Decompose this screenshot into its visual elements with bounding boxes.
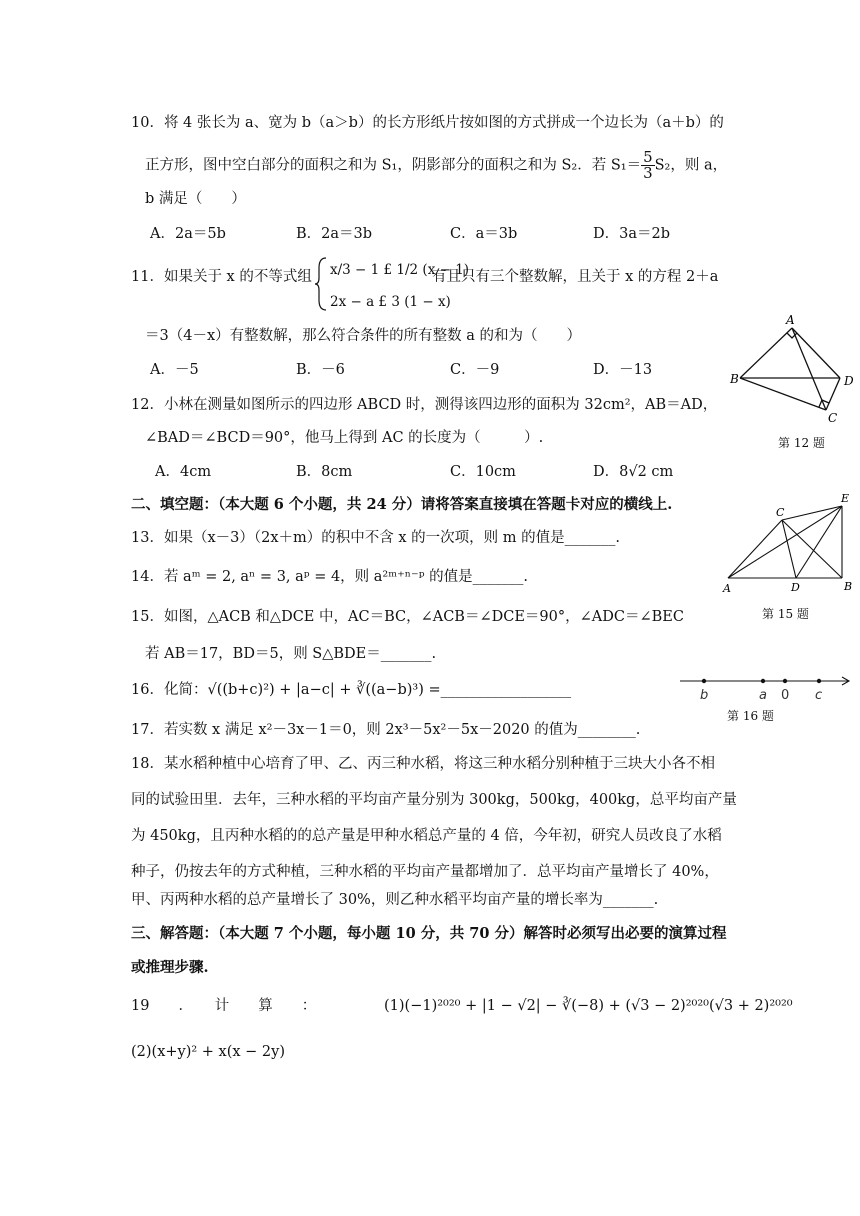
q10-line2 (145, 150, 727, 181)
q15-label-a: A (723, 582, 731, 595)
q12-label-b: B (730, 372, 739, 386)
q10-line2-pre: 正方形，图中空白部分的面积之和为 S₁，阴影部分的面积之和为 S₂．若 S₁＝ (145, 157, 642, 174)
q15-edge-cb (782, 520, 842, 578)
q12-diagonal-ac (792, 328, 826, 410)
q10-option-b: B．2a＝3b (296, 226, 373, 242)
q16-caption: 第 16 题 (727, 709, 774, 723)
q15-caption: 第 15 题 (762, 607, 809, 621)
q18-line4: 种子，仍按去年的方式种植，三种水稻的平均亩产量都增加了．总平均亩产量增长了 40%， (131, 864, 719, 880)
q12-label-c: C (828, 411, 838, 425)
q15-edge-ae (728, 506, 842, 578)
q10-option-d: D．3a＝2b (593, 226, 671, 242)
q17-text: 17．若实数 x 满足 x²－3x－1＝0，则 2x³－5x²－5x－2020 的值为________. (131, 722, 641, 738)
q12-option-d: D．8√2 cm (593, 464, 674, 480)
q11-line1-post: 有且只有三个整数解，且关于 x 的方程 2＋a (432, 269, 719, 285)
q18-line5: 甲、丙两种水稻的总产量增长了 30%，则乙种水稻平均亩产量的增长率为_______. (131, 892, 659, 908)
q10-frac-numerator: 5 (643, 148, 653, 166)
q15-label-c: C (776, 506, 785, 519)
q10-frac-denominator: 3 (643, 164, 653, 182)
q11-option-a: A．－5 (150, 362, 199, 378)
q10-line2-post: S₂，则 a， (654, 157, 728, 174)
q16-label-c: c (815, 688, 823, 703)
q16-point-b (702, 679, 706, 683)
q15-label-d: D (791, 581, 800, 594)
q12-label-d: D (844, 374, 854, 388)
q11-system-row2: 2x − a £ 3 (1 − x) (330, 294, 451, 310)
q10-option-c: C．a＝3b (450, 226, 518, 242)
q15-label-b: B (844, 580, 853, 593)
q19-label: 19 ． 计 算 ： (131, 998, 317, 1014)
q12-option-c: C．10cm (450, 464, 516, 480)
q12-edge-bc (740, 378, 826, 410)
q15-line1: 15．如图，△ACB 和△DCE 中，AC＝BC，∠ACB＝∠DCE＝90°，∠ADC＝∠BEC (131, 609, 684, 625)
q12-line1: 12．小林在测量如图所示的四边形 ABCD 时，测得该四边形的面积为 32cm²，AB＝AD， (131, 397, 718, 413)
q18-line1: 18．某水稻种植中心培育了甲、乙、丙三种水稻，将这三种水稻分别种植于三块大小各不相 (131, 756, 715, 772)
q15-line2: 若 AB＝17，BD＝5，则 S△BDE＝_______. (145, 646, 437, 662)
q14-text: 14．若 aᵐ = 2, aⁿ = 3, aᵖ = 4，则 a²ᵐ⁺ⁿ⁻ᵖ 的值是_______. (131, 569, 528, 585)
q11-system-row1: x/3 − 1 £ 1/2 (x − 1) (330, 262, 470, 278)
q11-option-d: D．－13 (593, 362, 653, 378)
q12-option-a: A．4cm (155, 464, 212, 480)
section-3-heading-line2: 或推理步骤. (131, 959, 209, 976)
q12-edge-ad (792, 328, 840, 378)
q12-option-b: B．8cm (296, 464, 353, 480)
section-3-heading-line1: 三、解答题：（本大题 7 个小题，每小题 10 分，共 70 分）解答时必须写出必要的演算过程 (131, 925, 727, 942)
q16-text: 16．化简：√((b+c)²) + |a−c| + ∛((a−b)³) =__________________ (131, 682, 572, 698)
q16-point-zero (783, 679, 787, 683)
q16-label-zero: 0 (781, 688, 790, 703)
q11-option-b: B．－6 (296, 362, 345, 378)
q15-label-e: E (841, 492, 850, 505)
q16-point-a (761, 679, 765, 683)
q11-option-c: C．－9 (450, 362, 500, 378)
q11-line1-pre: 11．如果关于 x 的不等式组 (131, 269, 312, 285)
q15-edge-cd (782, 520, 796, 578)
q10-line1: 10．将 4 张长为 a、宽为 b（a＞b）的长方形纸片按如图的方式拼成一个边长为（a＋b）的 (131, 115, 724, 131)
q16-point-c (817, 679, 821, 683)
q10-fraction (641, 150, 655, 181)
q16-label-a: a (759, 688, 767, 703)
q10-line3: b 满足（ ） (145, 191, 246, 207)
section-2-heading: 二、填空题：（本大题 6 个小题，共 24 分）请将答案直接填在答题卡对应的横线上. (131, 496, 673, 513)
q15-figure (720, 490, 860, 600)
q12-figure (730, 312, 860, 432)
q13-text: 13．如果（x－3）（2x＋m）的积中不含 x 的一次项，则 m 的值是_______. (131, 530, 620, 546)
q16-number-line (680, 670, 855, 706)
q11-line2: ＝3（4－x）有整数解，那么符合条件的所有整数 a 的和为（ ） (145, 328, 581, 344)
q19-part2: (2)(x+y)² + x(x − 2y) (131, 1044, 286, 1060)
q12-line2: ∠BAD＝∠BCD＝90°，他马上得到 AC 的长度为（ ）. (145, 430, 544, 446)
q12-caption: 第 12 题 (778, 436, 825, 450)
q19-part1: (1)(−1)²⁰²⁰ + |1 − √2| − ∛(−8) + (√3 − 2)²⁰²⁰(√3 + 2)²⁰²⁰ (384, 998, 793, 1014)
q10-option-a: A．2a＝5b (150, 226, 226, 242)
q12-edge-ab (740, 328, 792, 378)
q12-label-a: A (786, 313, 795, 327)
q16-label-b: b (700, 688, 709, 703)
q12-edge-dc (826, 378, 840, 410)
q11-brace (314, 256, 330, 312)
q18-line3: 为 450kg，且丙种水稻的的总产量是甲种水稻总产量的 4 倍，今年初，研究人员改良了水稻 (131, 828, 722, 844)
q15-edge-ce (782, 506, 842, 520)
q15-edge-de (796, 506, 842, 578)
q18-line2: 同的试验田里．去年，三种水稻的平均亩产量分别为 300kg，500kg，400kg，总平均亩产量 (131, 792, 737, 808)
